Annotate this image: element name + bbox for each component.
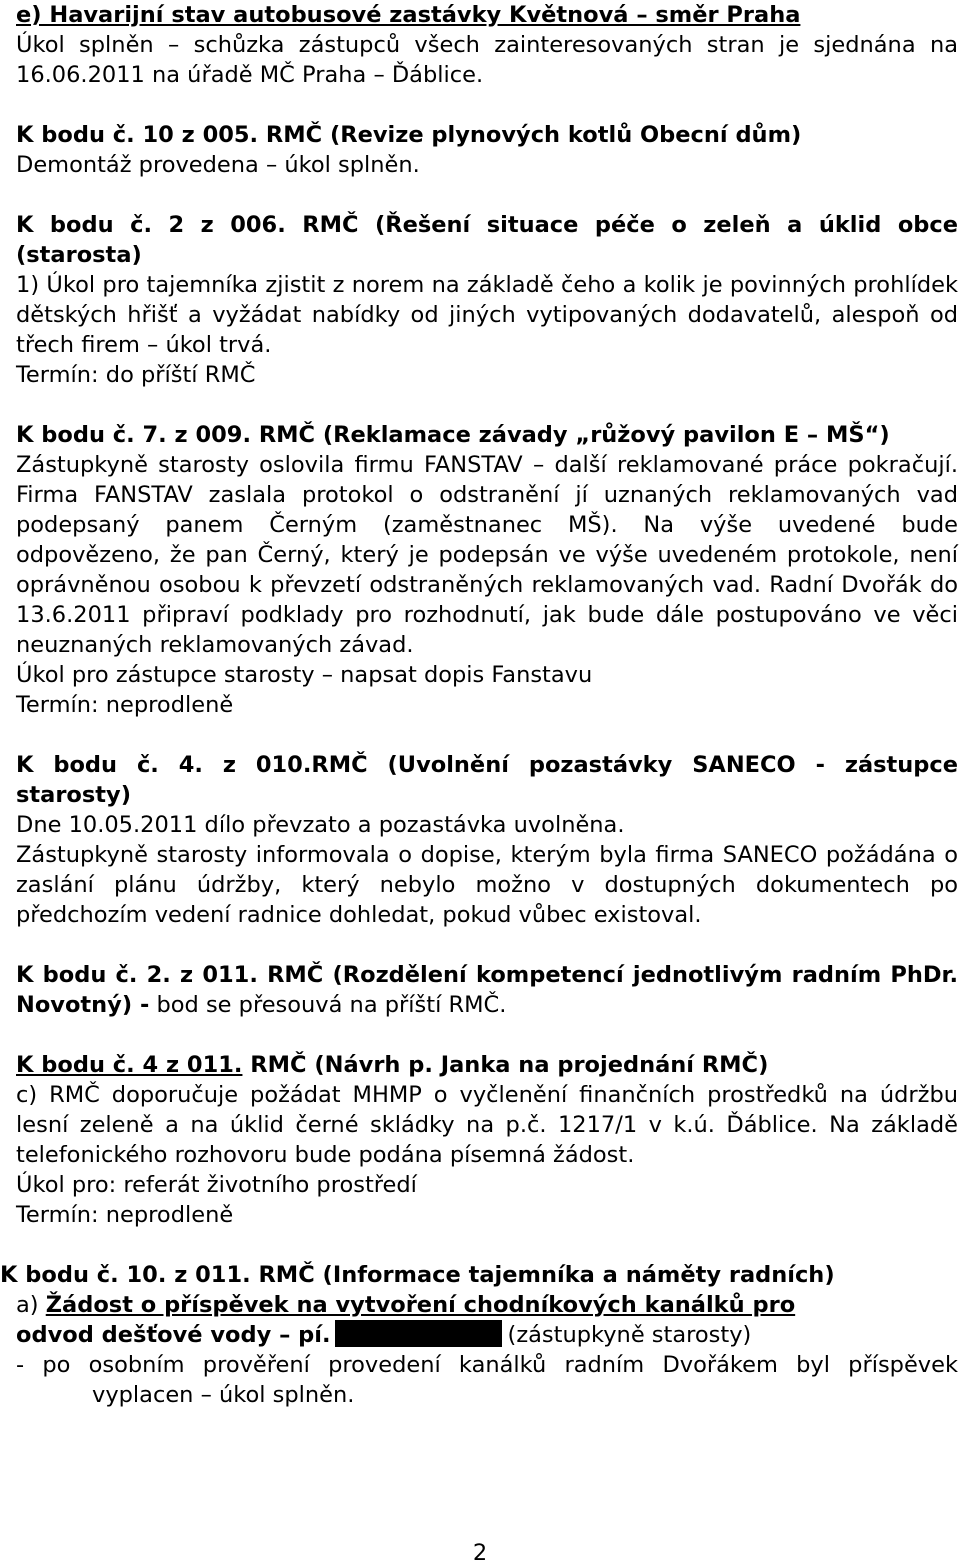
bod-4-010-text2: Zástupkyně starosty informovala o dopise, kterým byla firma SANECO požádána o zaslání plánu údržby, který nebylo možno v dostupných dokumentech po předchozím vedení radnice dohledat, pokud vůbec existoval. — [16, 842, 958, 928]
bod-10-011-sub-after: (zástupkyně starosty) — [507, 1322, 752, 1348]
bod-4-010-heading: K bodu č. 4. z 010.RMČ (Uvolnění pozastávky SANECO - zástupce starosty) — [16, 752, 958, 808]
bod-4-011-heading — [16, 1050, 958, 1080]
bod-2-006-heading: K bodu č. 2 z 006. RMČ (Řešení situace péče o zeleň a úklid obce (starosta) — [16, 212, 958, 268]
bod-10-011-sub-bold: odvod dešťové vody – pí. — [16, 1322, 331, 1348]
bod-7-009-deadline: Termín: neprodleně — [16, 692, 234, 718]
bod-10-005-heading: K bodu č. 10 z 005. RMČ (Revize plynových kotlů Obecní dům) — [16, 122, 802, 148]
bod-4-010-text1: Dne 10.05.2011 dílo převzato a pozastávka uvolněna. — [16, 812, 625, 838]
bod-2-011-paragraph — [16, 960, 958, 1020]
bod-7-009-task: Úkol pro zástupce starosty – napsat dopis Fanstavu — [16, 662, 593, 688]
bod-4-011-task: Úkol pro: referát životního prostředí — [16, 1172, 417, 1198]
bod-7-009-heading: K bodu č. 7. z 009. RMČ (Reklamace závady „růžový pavilon E – MŠ“) — [16, 422, 890, 448]
bod-4-011-heading-underlined: K bodu č. 4 z 011. — [16, 1052, 243, 1078]
page-number: 2 — [472, 1540, 488, 1566]
bod-4-011-heading-rest: RMČ (Návrh p. Janka na projednání RMČ) — [250, 1052, 769, 1078]
bod-10-005-text: Demontáž provedena – úkol splněn. — [16, 152, 420, 178]
bod-2-011-heading: K bodu č. 2. z 011. RMČ (Rozdělení kompetencí jednotlivým radním PhDr. Novotný) - — [16, 962, 958, 1018]
bod-10-011-bullet: - po osobním prověření provedení kanálků radním Dvořákem byl příspěvek vyplacen – úkol splněn. — [16, 1352, 958, 1408]
item-e-text: Úkol splněn – schůzka zástupců všech zainteresovaných stran je sjednána na 16.06.2011 na úřadě MČ Praha – Ďáblice. — [16, 32, 958, 88]
bod-2-006-deadline: Termín: do příští RMČ — [16, 362, 256, 388]
bod-7-009-text: Zástupkyně starosty oslovila firmu FANSTAV – další reklamované práce pokračují. Firma FANSTAV zaslala protokol o odstranění jí uznaných reklamovaných vad podepsaný panem Černým (zaměstnanec MŠ). Na výše uvedené bude odpovězeno, že pan Černý, který je podepsán ve výše uvedeném protokole, není oprávněnou osobou k převzetí odstraněných reklamovaných vad. Radní Dvořák do 13.6.2011 připraví podklady pro rozhodnutí, jak bude dále postupováno ve věci neuznaných reklamovaných závad. — [16, 452, 958, 658]
bod-2-011-text: bod se přesouvá na příští RMČ. — [156, 992, 507, 1018]
bod-4-011-text: c) RMČ doporučuje požádat MHMP o vyčlenění finančních prostředků na údržbu lesní zeleně a na úklid černé skládky na p.č. 1217/1 v k.ú. Ďáblice. Na základě telefonického rozhovoru bude podána písemná žádost. — [16, 1082, 958, 1168]
redaction-block — [335, 1320, 502, 1347]
bod-10-011-sub — [16, 1290, 958, 1350]
bod-10-011-heading: K bodu č. 10. z 011. RMČ (Informace tajemníka a náměty radních) — [0, 1262, 835, 1288]
item-e-heading: e) Havarijní stav autobusové zastávky Květnová – směr Praha — [16, 2, 801, 28]
bod-4-011-deadline: Termín: neprodleně — [16, 1202, 234, 1228]
bod-10-011-sub-prefix: a) — [16, 1292, 39, 1318]
bod-2-006-text: 1) Úkol pro tajemníka zjistit z norem na základě čeho a kolik je povinných prohlídek dětských hřišť a vyžádat nabídky od jiných vytipovaných dodavatelů, alespoň od třech firem – úkol trvá. — [16, 272, 958, 358]
bod-10-011-sub-underlined: Žádost o příspěvek na vytvoření chodníkových kanálků pro — [45, 1292, 796, 1318]
